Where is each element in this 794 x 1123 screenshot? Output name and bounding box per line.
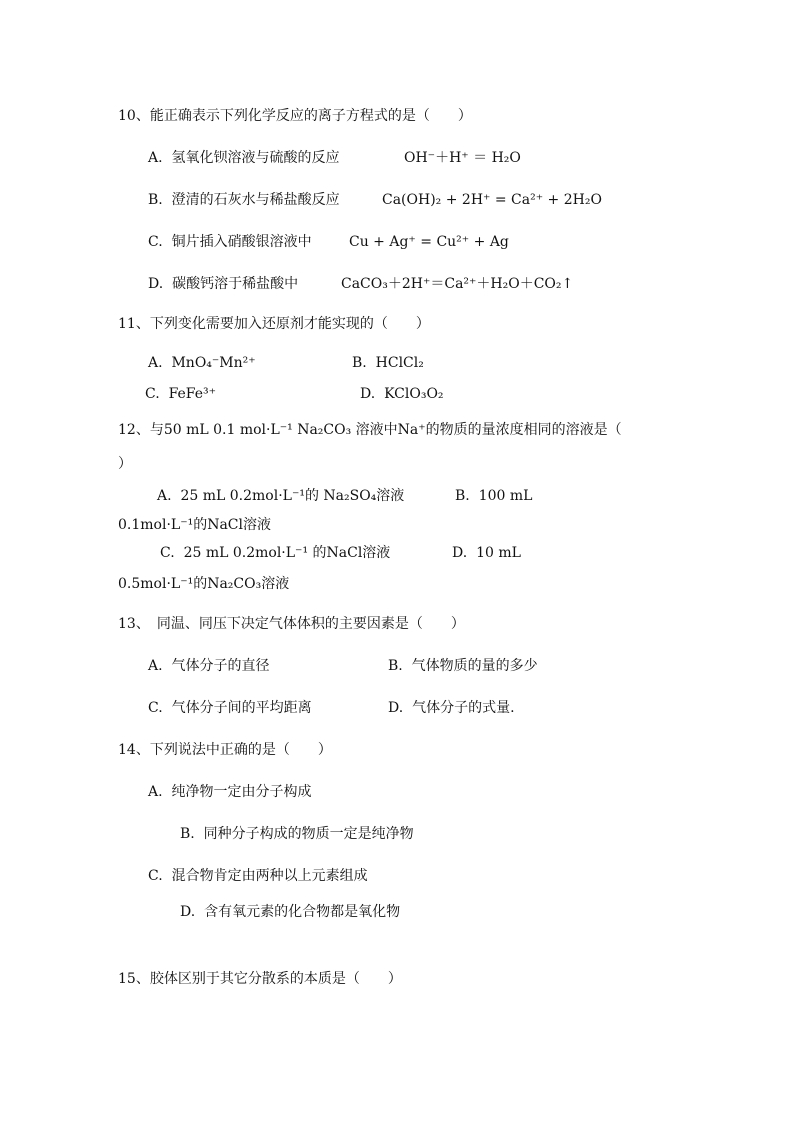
option-label: D. xyxy=(452,545,468,561)
option-text: 气体分子的直径 xyxy=(171,658,270,674)
question-10-option-b-equation: Ca(OH)₂ + 2H⁺ = Ca²⁺ + 2H₂O xyxy=(382,192,602,208)
question-15-stem: 15、胶体区别于其它分散系的本质是（ ） xyxy=(118,971,402,987)
option-text: MnO₄⁻Mn²⁺ xyxy=(171,355,256,371)
option-label: C. xyxy=(148,700,163,716)
option-text: HClCl₂ xyxy=(375,355,424,371)
question-10-option-a xyxy=(148,148,339,168)
question-10-option-d-equation: CaCO₃＋2H⁺＝Ca²⁺＋H₂O＋CO₂↑ xyxy=(341,276,574,292)
option-text: 25 mL 0.2mol·L⁻¹ 的NaCl溶液 xyxy=(183,545,391,561)
option-label: D. xyxy=(360,386,376,402)
question-12-option-b-continuation: 0.1mol·L⁻¹的NaCl溶液 xyxy=(118,517,271,533)
question-12-option-d xyxy=(452,543,521,563)
question-11-option-d xyxy=(360,384,444,404)
option-label: C. xyxy=(148,868,163,884)
question-12-stem-close: ） xyxy=(118,456,132,472)
option-text: 混合物肯定由两种以上元素组成 xyxy=(171,868,368,884)
question-13-stem: 13、 同温、同压下决定气体体积的主要因素是（ ） xyxy=(118,616,465,632)
option-label: A. xyxy=(148,150,163,166)
option-text: 25 mL 0.2mol·L⁻¹的 Na₂SO₄溶液 xyxy=(180,488,405,504)
option-text: 碳酸钙溶于稀盐酸中 xyxy=(172,276,299,292)
question-11-option-c xyxy=(145,384,216,404)
question-10-option-b xyxy=(148,190,340,210)
question-12-option-a xyxy=(157,486,404,506)
question-11-option-a xyxy=(148,353,256,373)
question-10-stem: 10、能正确表示下列化学反应的离子方程式的是（ ） xyxy=(118,108,472,124)
option-label: C. xyxy=(148,234,163,250)
question-14-option-c xyxy=(148,866,368,886)
question-14-stem: 14、下列说法中正确的是（ ） xyxy=(118,742,332,758)
option-text: 10 mL xyxy=(476,545,521,561)
option-text: 氢氧化钡溶液与硫酸的反应 xyxy=(171,150,340,166)
option-text: KClO₃O₂ xyxy=(384,386,444,402)
question-12-stem: 12、与50 mL 0.1 mol·L⁻¹ Na₂CO₃ 溶液中Na⁺的物质的量浓度相同的溶液是（ xyxy=(118,422,622,438)
question-12-option-d-continuation: 0.5mol·L⁻¹的Na₂CO₃溶液 xyxy=(118,576,290,592)
question-13-option-c xyxy=(148,698,312,718)
question-13-option-a xyxy=(148,656,269,676)
option-label: C. xyxy=(145,386,160,402)
option-label: B. xyxy=(148,192,163,208)
option-label: B. xyxy=(180,826,195,842)
option-label: A. xyxy=(148,784,163,800)
option-text: 澄清的石灰水与稀盐酸反应 xyxy=(171,192,340,208)
option-label: A. xyxy=(157,488,172,504)
question-14-option-b xyxy=(180,824,414,844)
question-13-option-b xyxy=(388,656,538,676)
option-label: B. xyxy=(455,488,470,504)
option-label: D. xyxy=(148,276,164,292)
option-text: 纯净物一定由分子构成 xyxy=(171,784,312,800)
option-label: A. xyxy=(148,355,163,371)
question-14-option-d xyxy=(180,902,400,922)
option-text: 铜片插入硝酸银溶液中 xyxy=(171,234,312,250)
option-text: 气体物质的量的多少 xyxy=(411,658,538,674)
option-label: D. xyxy=(388,700,404,716)
option-label: B. xyxy=(352,355,367,371)
option-text: 同种分子构成的物质一定是纯净物 xyxy=(203,826,414,842)
option-label: C. xyxy=(160,545,175,561)
question-13-option-d xyxy=(388,698,515,718)
option-text: 100 mL xyxy=(478,488,533,504)
option-label: D. xyxy=(180,904,196,920)
option-text: 含有氧元素的化合物都是氧化物 xyxy=(204,904,401,920)
question-12-option-c xyxy=(160,543,390,563)
question-10-option-c-equation: Cu + Ag⁺ = Cu²⁺ + Ag xyxy=(349,234,509,250)
question-11-option-b xyxy=(352,353,424,373)
option-text: FeFe³⁺ xyxy=(168,386,217,402)
option-label: B. xyxy=(388,658,403,674)
question-10-option-c xyxy=(148,232,312,252)
question-12-option-b xyxy=(455,486,532,506)
option-label: A. xyxy=(148,658,163,674)
question-14-option-a xyxy=(148,782,311,802)
option-text: 气体分子的式量. xyxy=(412,700,515,716)
question-10-option-a-equation: OH⁻＋H⁺ ＝ H₂O xyxy=(404,150,521,166)
question-10-option-d xyxy=(148,274,298,294)
question-11-stem: 11、下列变化需要加入还原剂才能实现的（ ） xyxy=(118,316,430,332)
option-text: 气体分子间的平均距离 xyxy=(171,700,312,716)
